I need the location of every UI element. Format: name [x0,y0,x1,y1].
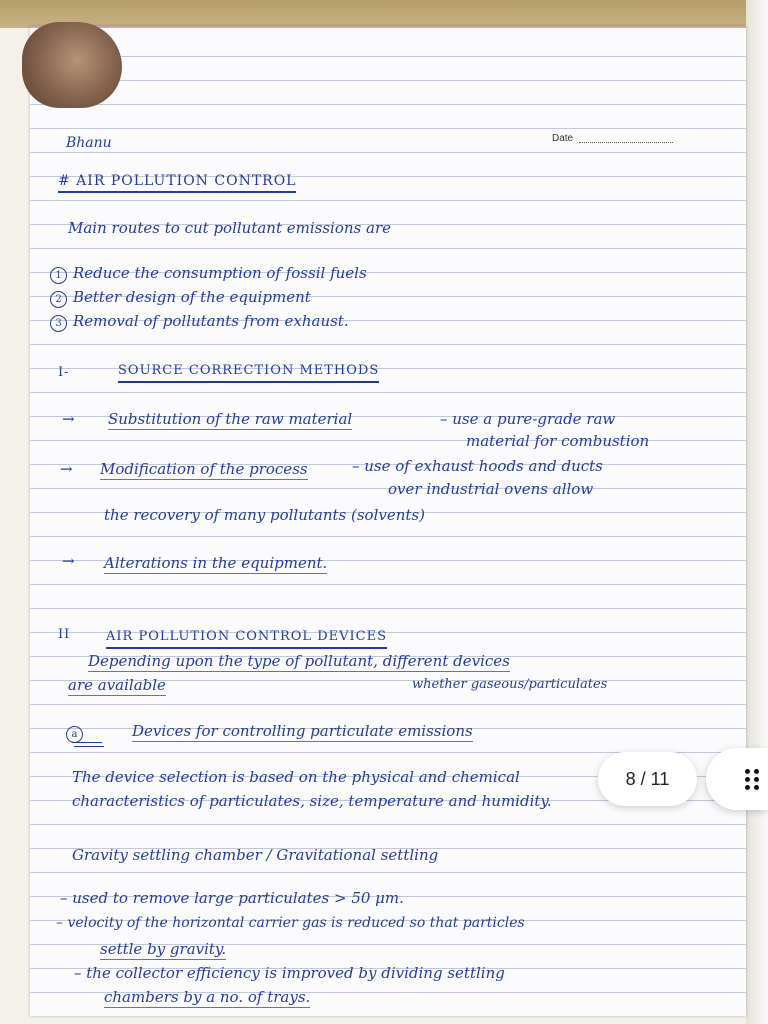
gravity-point-1: – used to remove large particulates > 50 μm. [60,889,404,907]
selection-line-1: The device selection is based on the physical and chemical [72,768,520,786]
method1-name: Substitution of the raw material [108,410,353,428]
method3-arrow: → [62,552,75,570]
intro-line: Main routes to cut pollutant emissions are [68,219,391,237]
method2-desc-c: the recovery of many pollutants (solvents) [104,506,425,524]
thumb-image [22,22,122,108]
page-indicator: 8 / 11 [598,752,697,806]
gravity-point-4: – the collector efficiency is improved by dividing settling [74,964,505,982]
page-top-edge [30,26,746,28]
route-3-text: Removal of pollutants from exhaust. [73,312,349,330]
method1-desc-b: material for combustion [466,432,650,450]
sub-a-mark-1 [72,742,102,743]
sub-a-label [66,723,89,743]
page-heading: # AIR POLLUTION CONTROL [58,172,296,193]
section1-number: I- [58,365,70,380]
notebook-edge [746,0,768,1024]
sub-a-mark-2 [74,746,104,747]
route-number-3: 3 [50,315,67,332]
route-number-1: 1 [50,267,67,284]
method2-desc-a: – use of exhaust hoods and ducts [352,457,603,475]
gravity-point-2: – velocity of the horizontal carrier gas is reduced so that particles [56,915,525,931]
date-label: Date [552,133,574,144]
route-2-text: Better design of the equipment [73,288,311,306]
route-2 [50,288,311,308]
sub-a-title: Devices for controlling particulate emissions [132,722,473,740]
sub-a-circle: a [66,726,83,743]
route-number-2: 2 [50,291,67,308]
route-3 [50,312,349,332]
gravity-point-3: settle by gravity. [100,940,227,958]
section2-number: II [58,627,71,642]
grid-view-button[interactable] [706,748,768,810]
method2-arrow: → [60,460,73,478]
gravity-title: Gravity settling chamber / Gravitational settling [72,846,439,864]
signature: Bhanu [66,135,112,151]
table-background [0,0,768,28]
devices-note: whether gaseous/particulates [412,677,608,692]
section2-title: AIR POLLUTION CONTROL DEVICES [106,628,387,649]
method2-name: Modification of the process [100,460,308,478]
selection-line-2: characteristics of particulates, size, temperature and humidity. [72,792,552,810]
devices-line-1: Depending upon the type of pollutant, different devices [88,652,510,670]
date-line [579,142,673,143]
method1-desc-a: – use a pure-grade raw [440,410,616,428]
method1-arrow: → [62,410,75,428]
method3-name: Alterations in the equipment. [104,554,328,572]
gravity-point-5: chambers by a no. of trays. [104,988,311,1006]
devices-line-2: are available [68,676,166,694]
route-1-text: Reduce the consumption of fossil fuels [73,264,367,282]
grid-dots-icon [745,769,763,789]
section1-title: SOURCE CORRECTION METHODS [118,362,379,383]
method2-desc-b: over industrial ovens allow [388,480,594,498]
route-1 [50,264,367,284]
